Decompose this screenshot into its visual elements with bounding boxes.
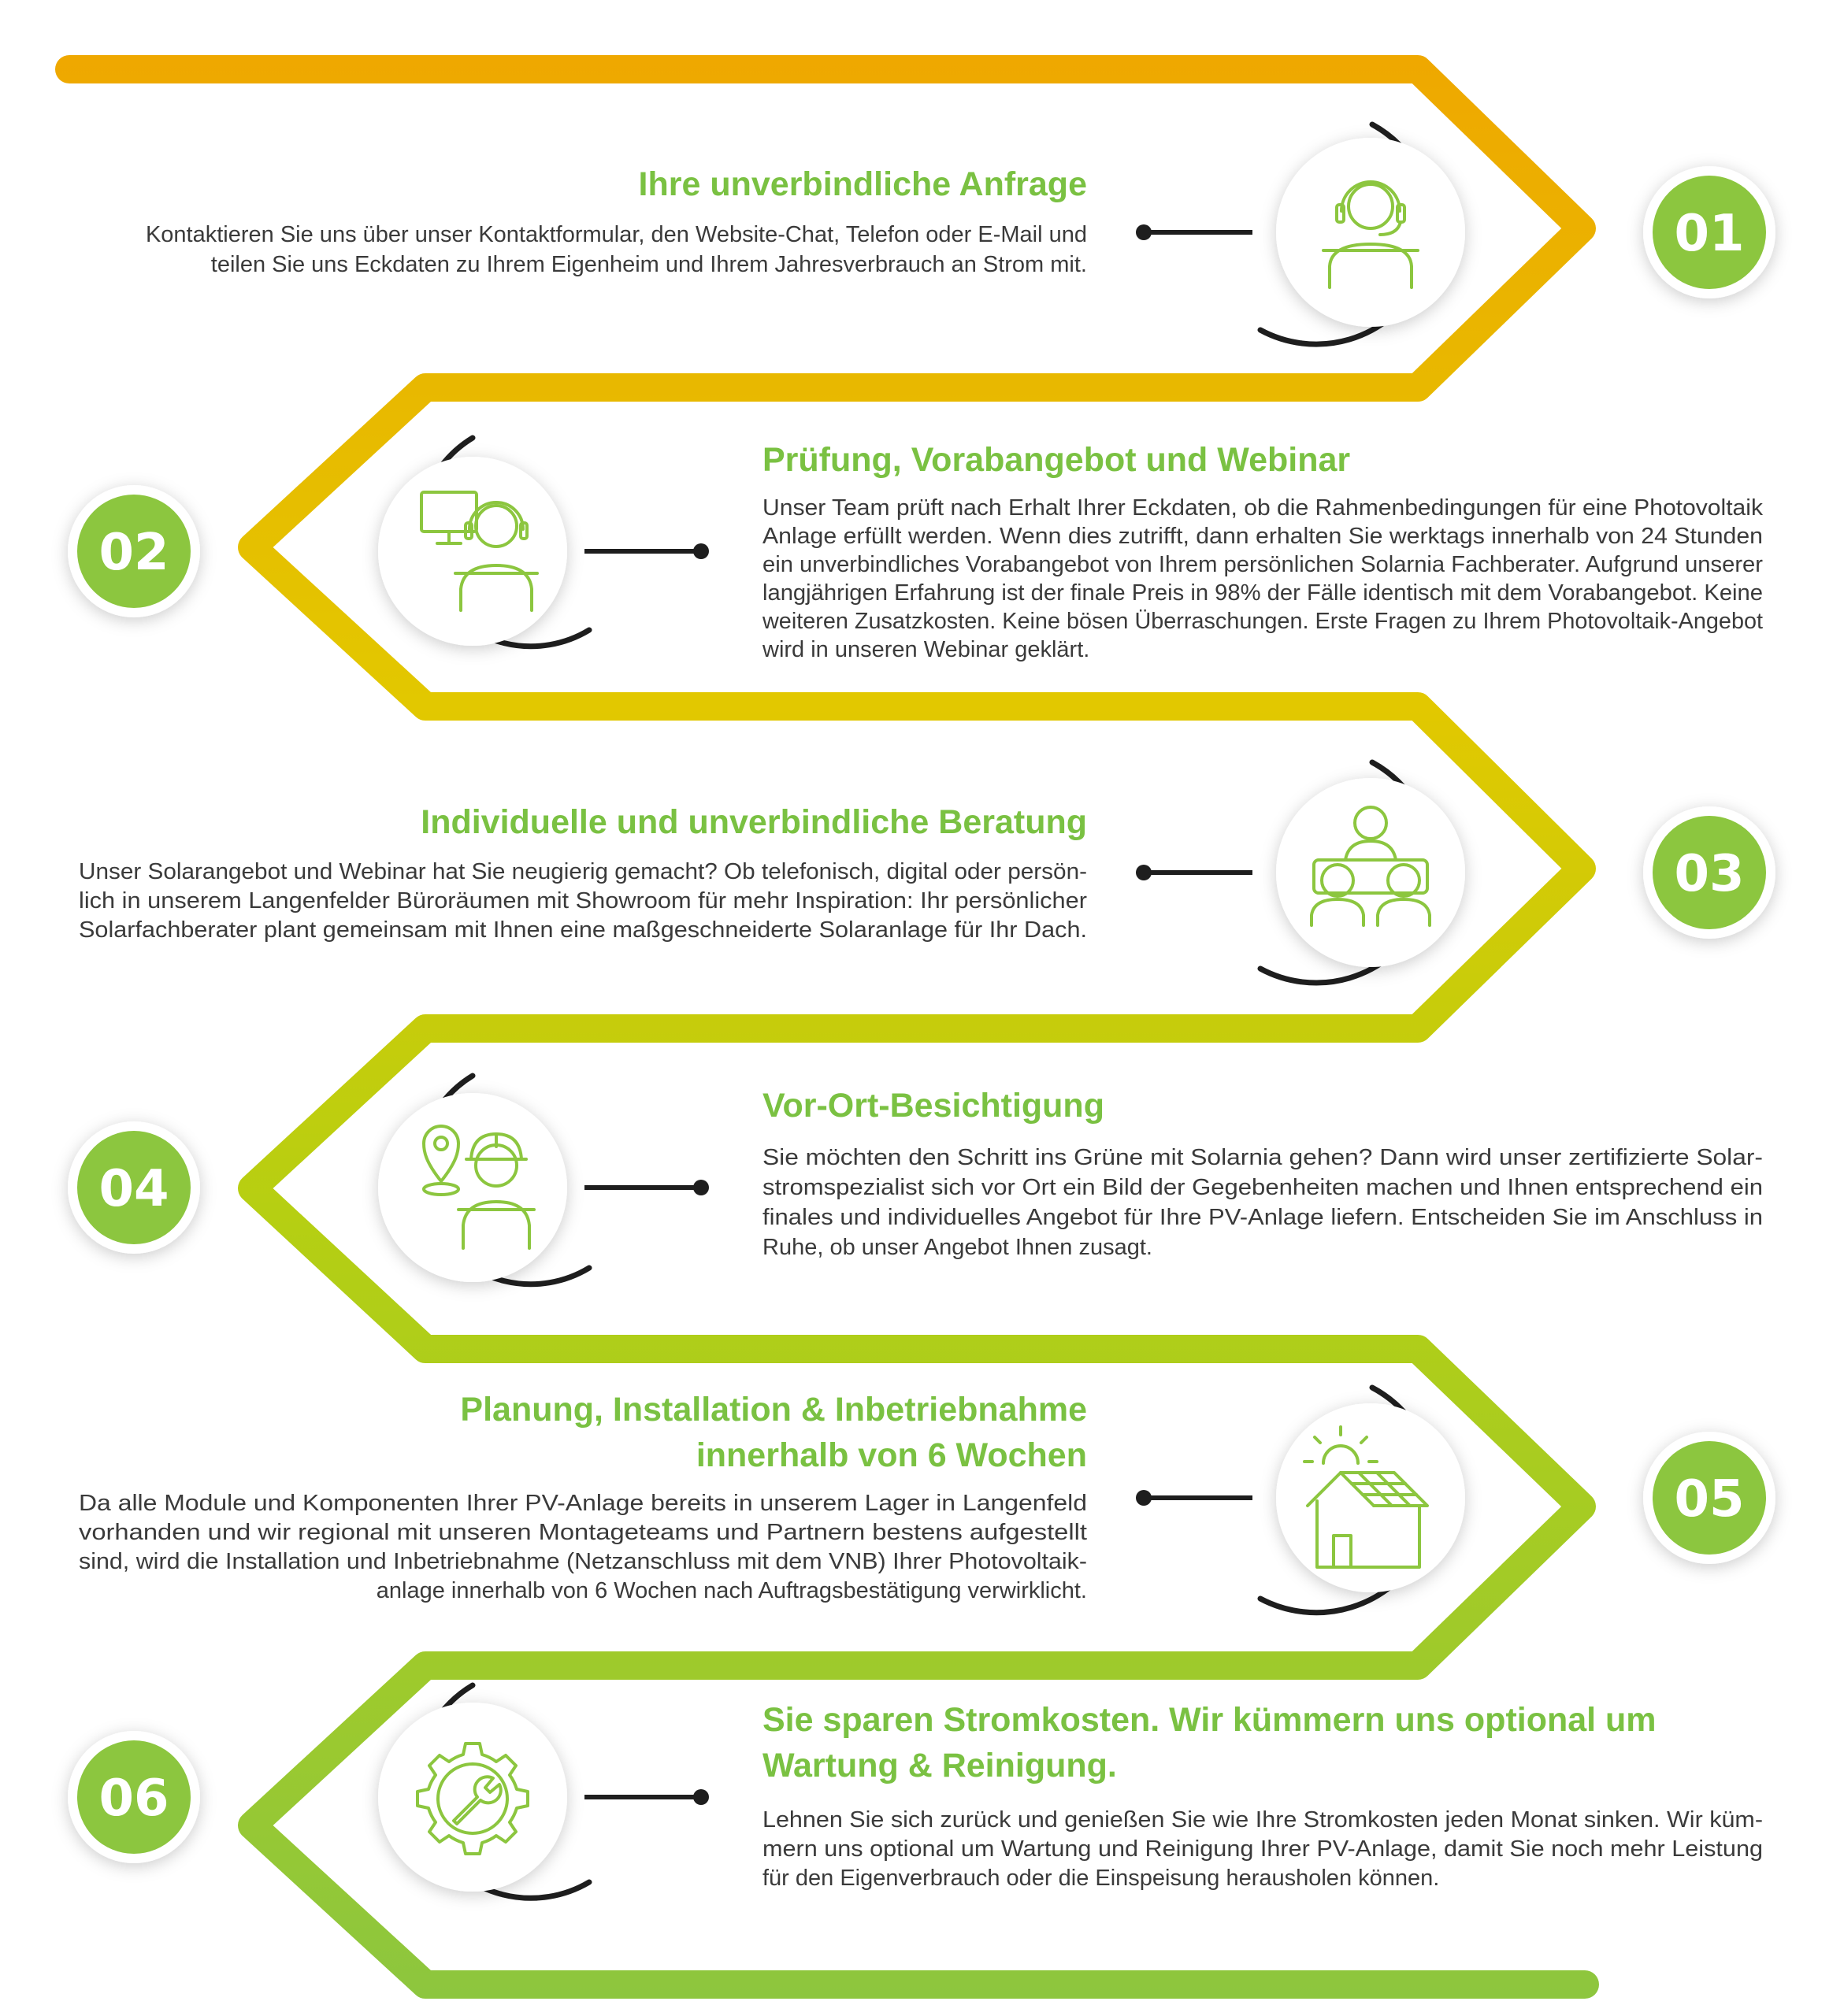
step-number: 02: [98, 524, 169, 582]
connector-dot: [693, 1789, 709, 1805]
step-text-line: finales und individuelles Angebot für Ihre PV-Anlage liefern. Entscheiden Sie im Anschluss in: [762, 1205, 1763, 1230]
step-06: [68, 1685, 1763, 1898]
icon-circle: [378, 457, 567, 646]
step-text-line: Sie möchten den Schritt ins Grüne mit Solarnia gehen? Dann wird unser zertifizierte Solar-: [762, 1145, 1763, 1170]
step-text-line: mern uns optional um Wartung und Reinigung Ihrer PV-Anlage, damit Sie noch mehr Leistung: [762, 1836, 1763, 1862]
process-path: [69, 69, 1585, 1984]
connector-dot: [1136, 865, 1152, 880]
step-text-line: anlage innerhalb von 6 Wochen nach Auftragsbestätigung verwirklicht.: [376, 1578, 1087, 1603]
step-text-line: Da alle Module und Komponenten Ihrer PV-Anlage bereits in unserem Lager in Langenfeld: [79, 1491, 1087, 1516]
step-text-line: Ruhe, ob unser Angebot Ihnen zusagt.: [762, 1235, 1152, 1260]
step-text-line: vorhanden und wir regional mit unseren Montageteams und Partnern bestens aufgestellt: [79, 1520, 1087, 1545]
connector-dot: [1136, 1490, 1152, 1506]
step-number: 03: [1674, 845, 1745, 903]
step-title: Vor-Ort-Besichtigung: [762, 1087, 1104, 1125]
icon-circle: [378, 1093, 567, 1282]
step-number: 04: [98, 1160, 169, 1218]
step-title: Wartung & Reinigung.: [762, 1747, 1117, 1784]
icon-circle: [378, 1703, 567, 1892]
connector-dot: [693, 543, 709, 559]
step-text-line: sind, wird die Installation und Inbetriebnahme (Netzanschluss mit dem VNB) Ihrer Photovoltaik-: [79, 1549, 1087, 1574]
step-title: Individuelle und unverbindliche Beratung: [421, 803, 1087, 841]
step-number: 06: [98, 1770, 169, 1828]
step-text-line: Unser Team prüft nach Erhalt Ihrer Eckdaten, ob die Rahmenbedingungen für eine Photovoltaik: [762, 495, 1764, 521]
step-title: innerhalb von 6 Wochen: [696, 1436, 1087, 1474]
step-text-line: Lehnen Sie sich zurück und genießen Sie wie Ihre Stromkosten jeden Monat sinken. Wir küm-: [762, 1807, 1763, 1833]
step-text-line: Kontaktieren Sie uns über unser Kontaktformular, den Website-Chat, Telefon oder E-Mail und: [145, 222, 1087, 247]
step-number: 05: [1674, 1470, 1745, 1529]
step-text-line: Anlage erfüllt werden. Wenn dies zutrifft, dann erhalten Sie werktags innerhalb von 24 Stunden: [762, 524, 1763, 549]
step-text-line: Unser Solarangebot und Webinar hat Sie neugierig gemacht? Ob telefonisch, digital oder persön-: [79, 859, 1087, 884]
connector-dot: [693, 1180, 709, 1195]
icon-circle: [1276, 1403, 1465, 1592]
step-title: Prüfung, Vorabangebot und Webinar: [762, 441, 1351, 479]
step-title: Planung, Installation & Inbetriebnahme: [460, 1391, 1087, 1429]
step-text-line: wird in unseren Webinar geklärt.: [762, 637, 1090, 662]
step-01: [146, 124, 1775, 344]
step-text-line: ein unverbindliches Vorabangebot von Ihrem persönlichen Solarnia Fachberater. Aufgrund unserer: [762, 552, 1764, 577]
step-text-line: weiteren Zusatzkosten. Keine bösen Überraschungen. Erste Fragen zu Ihrem Photovoltaik-Angebot: [762, 609, 1763, 634]
step-text-line: für den Eigenverbrauch oder die Einspeisung herausholen können.: [762, 1866, 1440, 1891]
step-title: Sie sparen Stromkosten. Wir kümmern uns optional um: [762, 1701, 1657, 1739]
step-text-line: lich in unserem Langenfelder Büroräumen mit Showroom für mehr Inspiration: Ihr persönlicher: [79, 888, 1088, 914]
step-text-line: teilen Sie uns Eckdaten zu Ihrem Eigenheim und Ihrem Jahresverbrauch an Strom mit.: [210, 252, 1087, 277]
step-text-line: Solarfachberater plant gemeinsam mit Ihnen eine maßgeschneiderte Solaranlage für Ihr Dach.: [79, 917, 1087, 943]
step-text-line: langjährigen Erfahrung ist der finale Preis in 98% der Fälle identisch mit dem Vorabangebot. Keine: [762, 580, 1763, 606]
step-number: 01: [1674, 205, 1745, 263]
icon-circle: [1276, 138, 1465, 327]
step-text-line: stromspezialist sich vor Ort ein Bild der Gegebenheiten machen und Ihnen entsprechend ein: [762, 1175, 1763, 1200]
connector-dot: [1136, 224, 1152, 240]
step-title: Ihre unverbindliche Anfrage: [638, 165, 1087, 203]
